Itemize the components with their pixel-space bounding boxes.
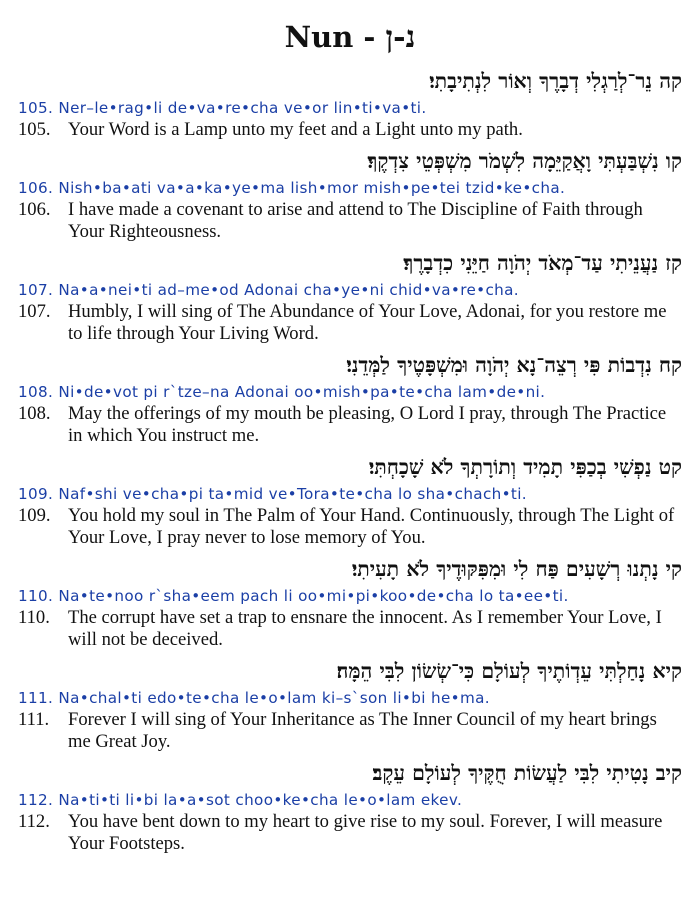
- verse-transliteration: 111. Na•chal•ti edo•te•cha le•o•lam ki–s`son li•bi he•ma.: [18, 689, 490, 707]
- verse-transliteration: 106. Nish•ba•ati va•a•ka•ye•ma lish•mor mish•pe•tei tzid•ke•cha.: [18, 179, 566, 197]
- verse-english-text: The corrupt have set a trap to ensnare the innocent. As I remember Your Love, I will not be deceived.: [68, 607, 662, 650]
- page-title: [18, 14, 682, 64]
- verse-transliteration: 107. Na•a•nei•ti ad–me•od Adonai cha•ye•ni chid•va•re•cha.: [18, 281, 519, 299]
- verse-number: 106.: [18, 199, 51, 220]
- verse-number: 107.: [18, 301, 51, 322]
- verse-english: [18, 199, 682, 243]
- verse-english: [18, 811, 682, 855]
- verse-english: [18, 403, 682, 447]
- verse-number: 105.: [18, 119, 51, 140]
- verse-list: [18, 64, 682, 858]
- verse-2: [18, 246, 682, 348]
- verse-english-text: I have made a covenant to arise and attend to The Discipline of Faith through Your Righteousness.: [68, 199, 643, 242]
- verse-english-text: May the offerings of my mouth be pleasing, O Lord I pray, through The Practice in which You instruct me.: [68, 403, 667, 446]
- verse-hebrew: קי נָתְנוּ רְשָׁעִים פַּח לִי וּמִפִּקּוּדֶיךָ לֹא תָעִיתִי׃: [351, 557, 682, 581]
- verse-transliteration: 108. Ni•de•vot pi r`tze–na Adonai oo•mish•pa•te•cha lam•de•ni.: [18, 383, 546, 401]
- verse-hebrew: קח נִדְבוֹת פִּי רְצֵה־נָא יְהֹוָה וּמִשְׁפָּטֶיךָ לַמְּדֵנִי׃: [346, 353, 682, 377]
- verse-english: [18, 505, 682, 549]
- verse-hebrew: קז נַעֲנֵיתִי עַד־מְאֹד יְהֹוָה חַיֵּנִי כִדְבָרֶךָ׃: [403, 251, 682, 275]
- verse-number: 111.: [18, 709, 50, 730]
- verse-number: 109.: [18, 505, 51, 526]
- verse-hebrew: קו נִשְׁבַּעְתִּי וָאֲקַיֵּמָה לִשְׁמֹר מִשְׁפְּטֵי צִדְקֶךָ׃: [367, 149, 682, 173]
- verse-english: [18, 709, 682, 753]
- verse-hebrew: קיב נָטִיתִי לִבִּי לַעֲשׂוֹת חֻקֶּיךָ לְעוֹלָם עֵקֶב׃: [372, 761, 682, 785]
- title-hebrew-letter: נ-ן: [385, 20, 416, 55]
- verse-hebrew: קה נֵר־לְרַגְלִי דְבָרֶךָ וְאוֹר לִנְתִיבָתִי׃: [429, 69, 682, 93]
- verse-transliteration: 110. Na•te•noo r`sha•eem pach li oo•mi•pi•koo•de•cha lo ta•ee•ti.: [18, 587, 569, 605]
- verse-4: [18, 450, 682, 552]
- verse-3: [18, 348, 682, 450]
- verse-transliteration: 109. Naf•shi ve•cha•pi ta•mid ve•Tora•te•cha lo sha•chach•ti.: [18, 485, 527, 503]
- verse-5: [18, 552, 682, 654]
- verse-transliteration: 105. Ner–le•rag•li de•va•re•cha ve•or lin•ti•va•ti.: [18, 99, 427, 117]
- verse-number: 108.: [18, 403, 51, 424]
- verse-english: [18, 301, 682, 345]
- verse-english-text: You have bent down to my heart to give rise to my soul. Forever, I will measure Your Footsteps.: [68, 811, 663, 854]
- title-label: Nun -: [284, 20, 386, 54]
- verse-english: [18, 119, 682, 141]
- verse-english-text: Your Word is a Lamp unto my feet and a Light unto my path.: [68, 119, 523, 140]
- verse-0: [18, 64, 682, 144]
- verse-transliteration: 112. Na•ti•ti li•bi la•a•sot choo•ke•cha le•o•lam ekev.: [18, 791, 463, 809]
- verse-7: [18, 756, 682, 858]
- verse-hebrew: קט נַפְשִׁי בְכַפִּי תָמִיד וְתוֹרָתְךָ לֹא שָׁכָחְתִּי׃: [368, 455, 682, 479]
- verse-english-text: Forever I will sing of Your Inheritance as The Inner Council of my heart brings me Great Joy.: [68, 709, 657, 752]
- verse-number: 110.: [18, 607, 50, 628]
- verse-6: [18, 654, 682, 756]
- verse-number: 112.: [18, 811, 50, 832]
- verse-english: [18, 607, 682, 651]
- verse-english-text: Humbly, I will sing of The Abundance of Your Love, Adonai, for you restore me to life through Your Living Word.: [68, 301, 667, 344]
- verse-hebrew: קיא נָחַלְתִּי עֵדְוֹתֶיךָ לְעוֹלָם כִּי־שְׂשׂוֹן לִבִּי הֵמָּה׃: [336, 659, 682, 683]
- verse-english-text: You hold my soul in The Palm of Your Hand. Continuously, through The Light of Your Love, I pray never to lose memory of You.: [68, 505, 675, 548]
- verse-1: [18, 144, 682, 246]
